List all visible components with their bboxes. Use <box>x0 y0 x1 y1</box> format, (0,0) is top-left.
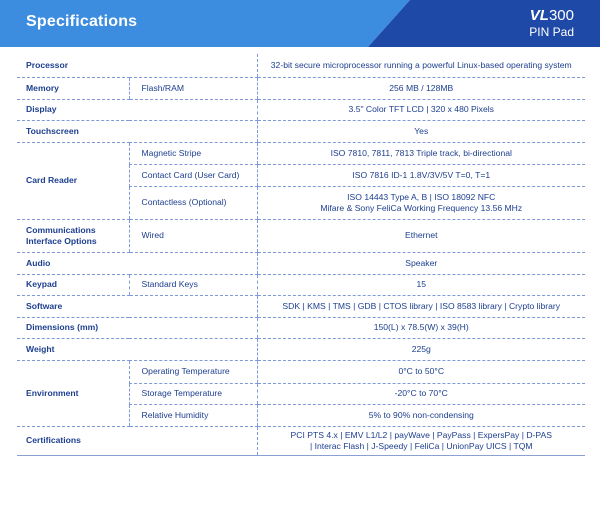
category-label: Touchscreen <box>17 120 257 142</box>
spec-value: 3.5" Color TFT LCD | 320 x 480 Pixels <box>257 99 585 120</box>
spec-value: ISO 7810, 7811, 7813 Triple track, bi-directional <box>257 142 585 164</box>
spec-value: -20°C to 70°C <box>257 383 585 404</box>
category-label: Software <box>17 295 257 317</box>
spec-header <box>0 0 600 47</box>
category-label: Environment <box>17 360 129 426</box>
spec-value: 150(L) x 78.5(W) x 39(H) <box>257 317 585 338</box>
row-weight <box>17 338 585 360</box>
row-certifications <box>17 426 585 455</box>
spec-value-line: PCI PTS 4.x | EMV L1/L2 | payWave | PayPass | ExpersPay | D-PAS <box>290 429 552 440</box>
sub-label: Flash/RAM <box>129 77 257 99</box>
category-label: Memory <box>17 77 129 99</box>
spec-table <box>17 54 585 456</box>
spec-value: Yes <box>257 120 585 142</box>
category-label: Audio <box>17 252 257 274</box>
row-software <box>17 295 585 317</box>
sub-label: Operating Temperature <box>129 360 257 383</box>
sub-label: Relative Humidity <box>129 404 257 426</box>
model-block <box>529 7 574 41</box>
spec-value: 5% to 90% non-condensing <box>257 404 585 426</box>
row-touchscreen <box>17 120 585 142</box>
category-label: Display <box>17 99 257 120</box>
spec-value-line: | Interac Flash | J-Speedy | FeliCa | UnionPay UICS | TQM <box>309 440 533 451</box>
spec-value: 225g <box>257 338 585 360</box>
category-line: Interface Options <box>26 235 97 246</box>
spec-value: 32-bit secure microprocessor running a powerful Linux-based operating system <box>257 54 585 77</box>
spec-value: ISO 7816 ID-1 1.8V/3V/5V T=0, T=1 <box>257 164 585 186</box>
category-label: Dimensions (mm) <box>17 317 257 338</box>
spec-value: SDK | KMS | TMS | GDB | CTOS library | ISO 8583 library | Crypto library <box>257 295 585 317</box>
category-label: Certifications <box>17 426 257 455</box>
model-type: PIN Pad <box>529 25 574 39</box>
sub-label: Magnetic Stripe <box>129 142 257 164</box>
sub-label: Standard Keys <box>129 274 257 295</box>
category-label: Processor <box>17 54 257 77</box>
category-line: Communications <box>26 224 96 235</box>
row-communications <box>17 219 585 252</box>
model-prefix: VL <box>529 7 549 24</box>
spec-value: 0°C to 50°C <box>257 360 585 383</box>
row-audio <box>17 252 585 274</box>
spec-value: Ethernet <box>257 219 585 252</box>
sub-label: Wired <box>129 219 257 252</box>
category-label <box>17 219 129 252</box>
model-number: 300 <box>548 7 574 24</box>
row-card-reader-magstripe <box>17 142 585 164</box>
category-label: Keypad <box>17 274 129 295</box>
category-label: Card Reader <box>17 142 129 219</box>
row-dimensions <box>17 317 585 338</box>
spec-value <box>257 426 585 455</box>
row-keypad <box>17 274 585 295</box>
page-title: Specifications <box>26 13 138 30</box>
sub-label: Storage Temperature <box>129 383 257 404</box>
spec-value: Speaker <box>257 252 585 274</box>
spec-value: 256 MB / 128MB <box>257 77 585 99</box>
spec-value <box>257 186 585 219</box>
spec-value-line: Mifare & Sony FeliCa Working Frequency 13.56 MHz <box>320 202 523 213</box>
row-display <box>17 99 585 120</box>
sub-label: Contact Card (User Card) <box>129 164 257 186</box>
spec-value-line: ISO 14443 Type A, B | ISO 18092 NFC <box>347 191 496 202</box>
row-environment-operating <box>17 360 585 383</box>
sub-label: Contactless (Optional) <box>129 186 257 219</box>
spec-value: 15 <box>257 274 585 295</box>
category-label: Weight <box>17 338 257 360</box>
row-memory <box>17 77 585 99</box>
row-processor <box>17 54 585 77</box>
model-name <box>529 7 574 24</box>
